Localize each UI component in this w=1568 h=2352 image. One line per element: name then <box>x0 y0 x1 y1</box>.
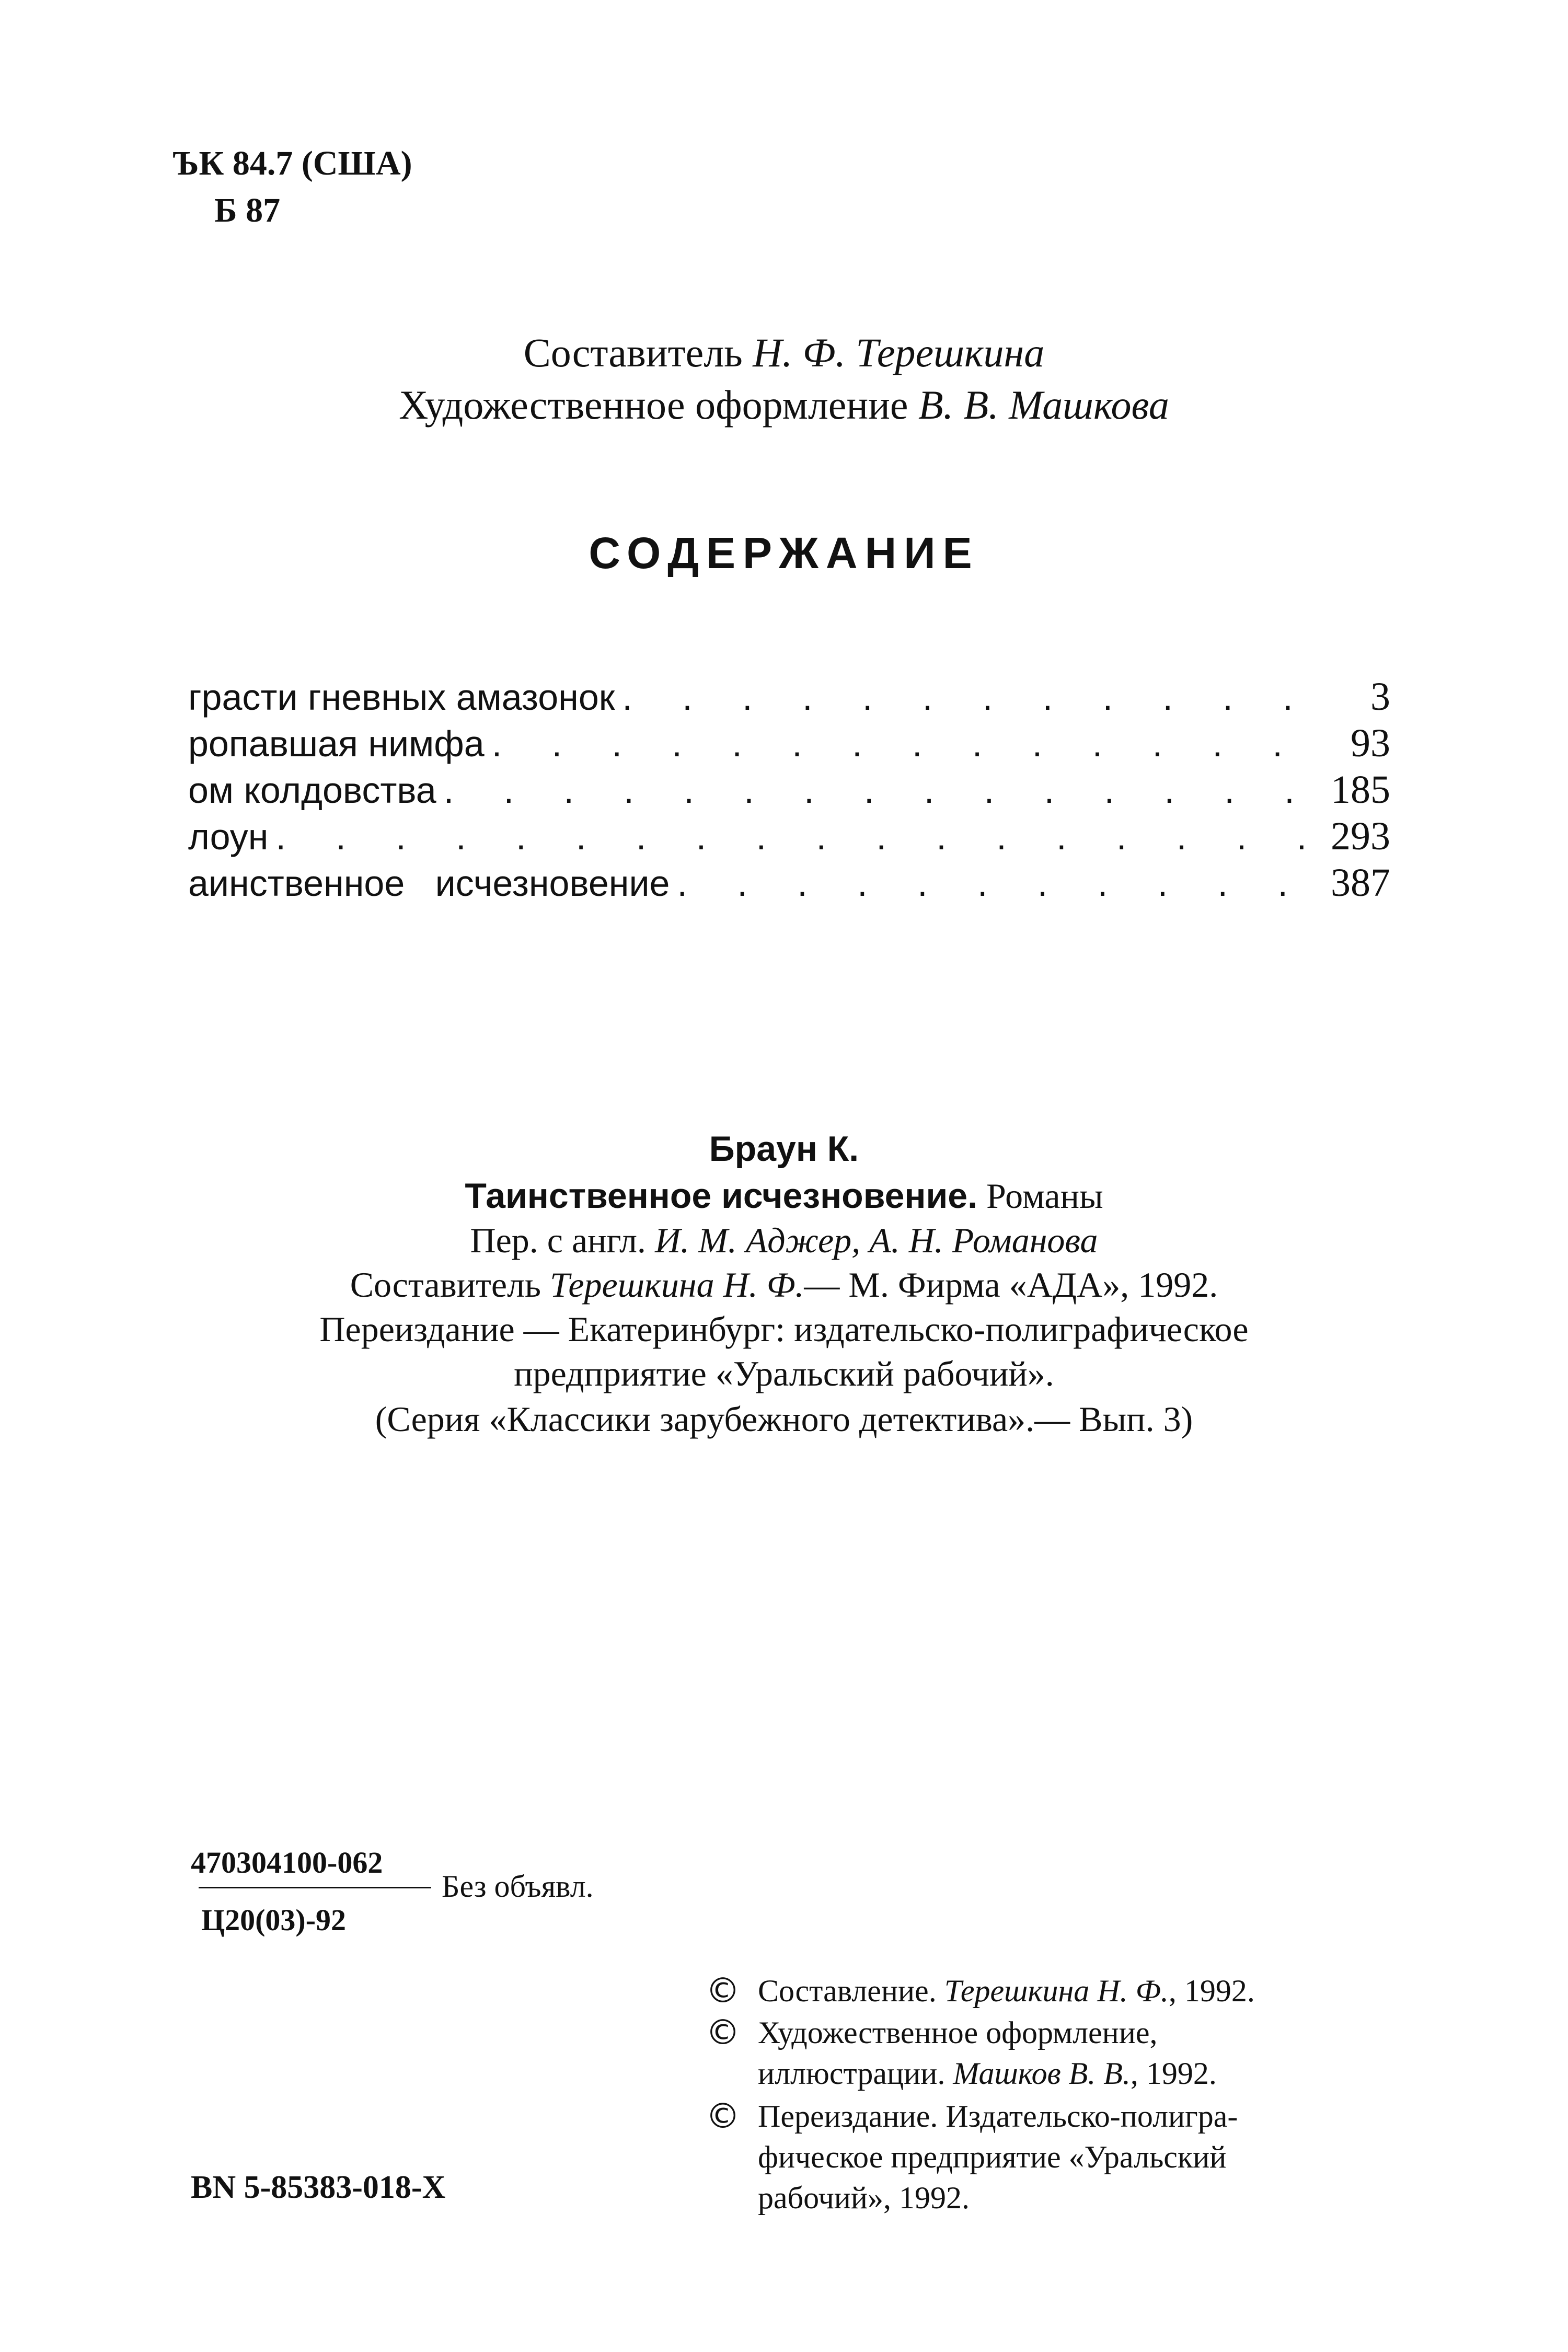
publication-note: Без объявл. <box>442 1869 594 1904</box>
fraction-line <box>199 1887 431 1888</box>
toc-entry <box>188 860 1390 907</box>
bib-compiler <box>0 1262 1568 1307</box>
copyright-icon: © <box>706 1970 740 2011</box>
compiler-name: Н. Ф. Терешкина <box>753 330 1045 375</box>
toc-entry-title: ом колдовства <box>188 770 436 811</box>
isbn: ВN 5-85383-018-X <box>191 2170 446 2205</box>
bib-publisher: — М. Фирма «АДА», 1992. <box>804 1265 1218 1305</box>
toc-entry <box>188 814 1390 860</box>
bib-translation <box>0 1218 1568 1263</box>
copyright-design <box>706 2012 1396 2094</box>
toc-entry <box>188 674 1390 721</box>
toc-leader-dots <box>492 723 1305 765</box>
copyright-year: , 1992. <box>1130 2056 1217 2091</box>
toc-entry-title: аинственное исчезновение <box>188 863 670 904</box>
toc-entry-page: 185 <box>1331 768 1390 812</box>
table-of-contents <box>188 674 1390 907</box>
copyright-icon: © <box>706 2096 740 2136</box>
bib-author: Браун К. <box>709 1129 859 1169</box>
toc-leader-dots <box>444 769 1305 811</box>
toc-entry <box>188 721 1390 767</box>
toc-entry-page: 93 <box>1351 721 1390 765</box>
toc-leader-dots <box>275 816 1305 858</box>
toc-heading: СОДЕРЖАНИЕ <box>589 528 979 578</box>
copyright-text: фическое предприятие «Уральский <box>758 2140 1227 2174</box>
compiler-credit <box>0 329 1568 376</box>
publication-code-top: 470304100-062 <box>191 1846 383 1880</box>
toc-entry <box>188 767 1390 814</box>
copyright-text: Художественное оформление, <box>758 2015 1158 2050</box>
copyright-year: , 1992. <box>1168 1974 1255 2008</box>
copyright-compilation <box>706 1970 1396 2011</box>
design-credit <box>0 382 1568 429</box>
toc-entry-page: 293 <box>1331 814 1390 858</box>
toc-entry-page: 387 <box>1331 861 1390 905</box>
bib-title-genre: Романы <box>977 1176 1103 1216</box>
bib-title <box>0 1173 1568 1218</box>
toc-entry-title: грасти гневных амазонок <box>188 677 615 718</box>
copyright-holder: Машков В. В. <box>953 2056 1131 2091</box>
bib-series: (Серия «Классики зарубежного детектива».— Вып. 3) <box>375 1399 1193 1439</box>
toc-entry-title: ропавшая нимфа <box>188 723 485 764</box>
copyright-text: рабочий», 1992. <box>758 2181 970 2215</box>
toc-entry-title: лоун <box>188 816 269 857</box>
copyright-reprint <box>706 2096 1396 2218</box>
design-label: Художественное оформление <box>399 382 918 428</box>
bib-translation-label: Пер. с англ. <box>470 1220 655 1260</box>
bib-compiler-label: Составитель <box>350 1265 550 1305</box>
bbk-code: ЪК 84.7 (США) <box>172 144 412 182</box>
publication-code-bottom: Ц20(03)-92 <box>201 1903 347 1937</box>
toc-leader-dots <box>677 862 1305 904</box>
designer-name: В. В. Машкова <box>918 382 1169 428</box>
copyright-text: Переиздание. Издательско-полигра- <box>758 2099 1238 2134</box>
bib-reprint-line: предприятие «Уральский рабочий». <box>514 1354 1054 1393</box>
toc-leader-dots <box>622 676 1305 718</box>
copyright-holder: Терешкина Н. Ф. <box>944 1974 1169 2008</box>
author-mark-code: Б 87 <box>214 191 281 229</box>
toc-entry-page: 3 <box>1370 675 1390 719</box>
copyright-text: иллюстрации. <box>758 2056 953 2091</box>
bib-compiler-name: Терешкина Н. Ф. <box>550 1265 804 1305</box>
bib-translators: И. М. Аджер, А. Н. Романова <box>654 1220 1098 1260</box>
copyright-text: Составление. <box>758 1974 944 2008</box>
bib-reprint-line: Переиздание — Екатеринбург: издательско-полиграфическое <box>319 1309 1249 1349</box>
compiler-label: Составитель <box>523 330 753 375</box>
copyright-icon: © <box>706 2012 740 2053</box>
bib-title-main: Таинственное исчезновение. <box>465 1176 977 1216</box>
